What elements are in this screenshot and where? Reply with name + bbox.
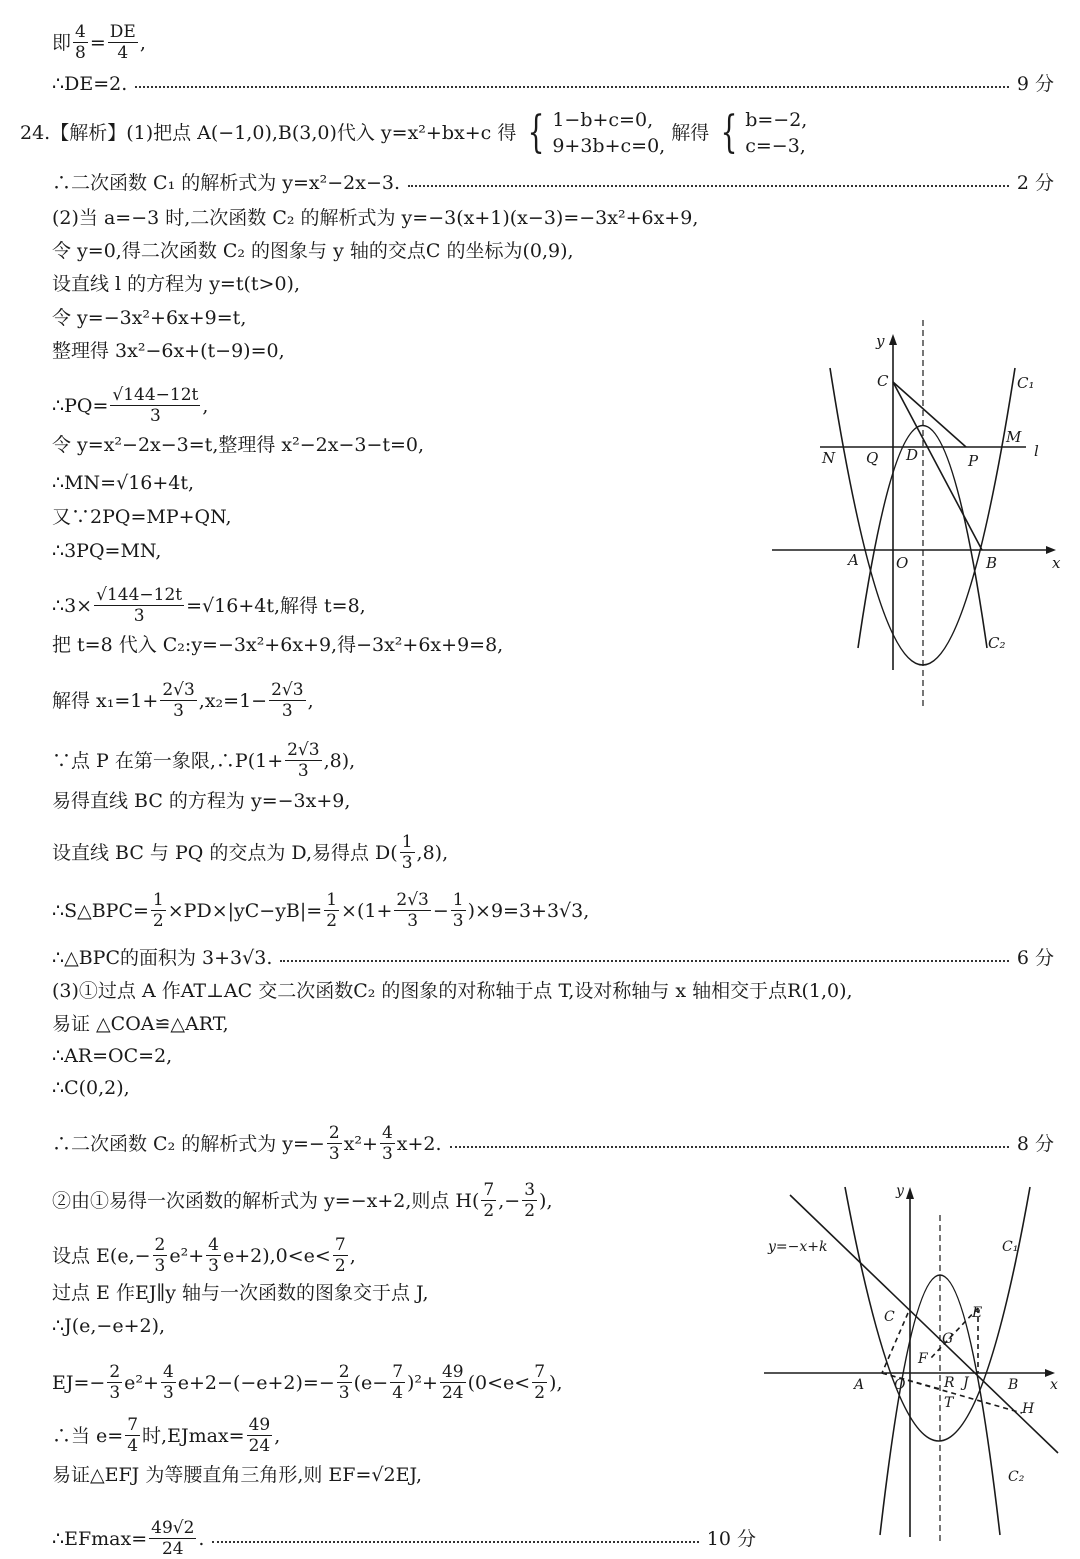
brace-icon: {: [720, 107, 738, 158]
line-text: e+2),0<e<: [222, 1244, 331, 1267]
line-text: 易得直线 BC 的方程为 y=−3x+9,: [52, 790, 351, 812]
denominator: 3: [381, 1144, 393, 1164]
line-text: ,: [202, 394, 209, 417]
fraction: [451, 890, 466, 931]
line-text: 令 y=−3x²+6x+9=t,: [52, 307, 247, 329]
denominator: 2: [524, 1201, 536, 1221]
leader-dots: [450, 1146, 1009, 1148]
line-text: e²+: [169, 1244, 205, 1267]
line-text: =√16+4t,解得 t=8,: [186, 594, 366, 617]
denominator: 3: [281, 701, 293, 721]
line-text: ,: [349, 1244, 356, 1267]
fig2-label-g: G: [942, 1331, 954, 1347]
fig2-label-x: x: [1050, 1377, 1058, 1393]
solution-line: [52, 585, 366, 626]
denominator: 4: [127, 1436, 139, 1456]
solution-line: [52, 1462, 422, 1488]
segment-at: [882, 1373, 940, 1389]
line-text: 整理得 3x²−6x+(t−9)=0,: [52, 340, 285, 362]
denominator: 2: [334, 1256, 346, 1276]
solution-line: [52, 1075, 130, 1101]
solution-line: [52, 1043, 172, 1069]
denominator: 24: [161, 1539, 184, 1559]
line-text: ,8),: [323, 749, 356, 772]
fraction: [337, 1362, 352, 1403]
solution-line: [52, 1123, 1054, 1164]
equation-row: 1−b+c=0,: [552, 109, 654, 131]
line-text: ),: [539, 1189, 553, 1212]
solution-line: [52, 740, 355, 781]
line-text: e²+: [124, 1371, 159, 1394]
fraction: [400, 832, 415, 873]
line-text: .: [198, 1527, 205, 1550]
denominator: 3: [452, 911, 464, 931]
equation-rows: [552, 107, 665, 159]
denominator: 8: [75, 43, 86, 63]
segment-ef: [930, 1308, 978, 1359]
fig2-label-c2: C₂: [1008, 1469, 1025, 1485]
fig2-label-c1: C₁: [1002, 1239, 1019, 1255]
denominator: 2: [326, 911, 338, 931]
fraction: [327, 1123, 342, 1164]
fraction: [380, 1123, 395, 1164]
numerator: 7: [392, 1362, 404, 1382]
denominator: 2: [534, 1383, 546, 1403]
solution-line: [52, 432, 424, 458]
solution-line: [52, 385, 208, 426]
brace-icon: {: [527, 107, 545, 158]
figure-2-graph: [760, 1175, 1070, 1547]
denominator: 4: [117, 43, 129, 63]
line-text: (0<e<: [467, 1371, 531, 1394]
line-text: ,8),: [416, 841, 449, 864]
line-text: −: [432, 899, 449, 922]
solution-line: [52, 1180, 552, 1221]
line-text: ∴AR=OC=2,: [52, 1045, 173, 1067]
equation-system: [715, 107, 807, 159]
fig1-label-l: l: [1034, 442, 1039, 460]
fig1-label-p: P: [968, 452, 979, 470]
denominator: 24: [441, 1383, 464, 1403]
fraction: [108, 22, 138, 63]
fig1-label-q: Q: [866, 449, 879, 467]
line-text: ∴二次函数 C₁ 的解析式为 y=x²−2x−3.: [52, 172, 401, 194]
line-text: ,: [307, 689, 314, 712]
x-arrow-icon: [1045, 1369, 1055, 1377]
solution-line: [52, 338, 285, 364]
equation-system: [522, 107, 665, 159]
numerator: 4: [162, 1362, 174, 1382]
numerator: 7: [127, 1415, 139, 1435]
fig2-label-c: C: [884, 1309, 895, 1325]
solution-line: [52, 1011, 229, 1037]
numerator: 2: [338, 1362, 350, 1382]
line-text: ×PD×|yC−yB|=: [167, 899, 323, 922]
fraction: [161, 1362, 176, 1403]
solution-line: [52, 305, 246, 331]
numerator: 4: [381, 1123, 393, 1143]
solution-line: [52, 832, 448, 873]
numerator: √144−12t: [96, 585, 183, 605]
fraction: [153, 1235, 168, 1276]
solution-line: [52, 470, 194, 496]
denominator: 3: [208, 1256, 219, 1276]
fig1-label-x: x: [1052, 554, 1061, 572]
numerator: 2√3: [162, 680, 195, 700]
fig1-label-c1: C₁: [1017, 374, 1035, 392]
denominator: 3: [338, 1383, 350, 1403]
leader-dots: [408, 185, 1009, 187]
fraction: [390, 1362, 405, 1403]
figure-1-graph: [760, 318, 1070, 708]
line-text: ②由①易得一次函数的解析式为 y=−x+2,则点 H(: [52, 1189, 480, 1212]
numerator: 1: [326, 890, 338, 910]
numerator: 49: [248, 1415, 271, 1435]
fraction: [160, 680, 196, 721]
solution-line: [52, 538, 161, 564]
numerator: 2: [109, 1362, 121, 1382]
solution-line: [52, 504, 232, 530]
fig2-label-j: J: [963, 1375, 969, 1391]
line-text: ∴3PQ=MN,: [52, 540, 162, 562]
fraction: [532, 1362, 547, 1403]
numerator: 2√3: [271, 680, 304, 700]
segment-cp: [893, 382, 966, 447]
line-text: 即: [52, 31, 72, 54]
line-text: 易证△EFJ 为等腰直角三角形,则 EF=√2EJ,: [52, 1464, 422, 1486]
fig1-label-n: N: [822, 449, 836, 467]
line-text: 时,EJmax=: [142, 1424, 245, 1447]
fraction: [269, 680, 305, 721]
numerator: 49√2: [151, 1518, 195, 1538]
denominator: 3: [154, 1256, 166, 1276]
line-text: e+2−(−e+2)=−: [177, 1371, 335, 1394]
numerator: 4: [75, 22, 86, 42]
fig1-label-a: A: [848, 551, 859, 569]
line-text: 设点 E(e,−: [52, 1244, 151, 1267]
denominator: 2: [483, 1201, 495, 1221]
solution-line: [52, 1235, 356, 1276]
line-text: ∴DE=2.: [52, 73, 128, 95]
denominator: 3: [297, 761, 309, 781]
fraction: [125, 1415, 140, 1456]
leader-dots: [212, 1541, 698, 1543]
y-arrow-icon: [906, 1187, 914, 1199]
line-text: ∴PQ=: [52, 394, 109, 417]
numerator: DE: [109, 22, 136, 42]
numerator: 7: [334, 1235, 346, 1255]
solution-line: [52, 238, 574, 264]
fraction: [394, 890, 430, 931]
line-text: ,: [139, 31, 146, 54]
fig2-label-h: H: [1022, 1401, 1035, 1417]
denominator: 3: [401, 853, 413, 873]
line-text: ∵点 P 在第一象限,∴P(1+: [52, 749, 284, 772]
line-text: 易证 △COA≌△ART,: [52, 1013, 229, 1035]
solution-line: [52, 788, 350, 814]
equation-row: b=−2,: [745, 109, 808, 131]
numerator: 3: [524, 1180, 536, 1200]
line-text: (e−: [353, 1371, 389, 1394]
line-text: 24.【解析】(1)把点 A(−1,0),B(3,0)代入 y=x²+bx+c 得: [20, 122, 517, 144]
fraction: [481, 1180, 496, 1221]
denominator: 24: [248, 1436, 271, 1456]
line-text: x+2.: [396, 1132, 442, 1155]
fig1-label-b: B: [986, 554, 998, 572]
fraction: [285, 740, 321, 781]
solution-line: [52, 1280, 429, 1306]
line-text: 令 y=0,得二次函数 C₂ 的图象与 y 轴的交点C 的坐标为(0,9),: [52, 240, 574, 262]
equation-row: c=−3,: [745, 135, 806, 157]
denominator: 3: [328, 1144, 340, 1164]
numerator: 2√3: [396, 890, 429, 910]
fig2-label-e: E: [972, 1305, 983, 1321]
leader-dots: [135, 86, 1009, 88]
fig2-label-r: R: [944, 1375, 955, 1391]
line-text: ∴J(e,−e+2),: [52, 1315, 166, 1337]
fraction: [247, 1415, 273, 1456]
numerator: 1: [152, 890, 164, 910]
line-text: ,−: [498, 1189, 521, 1212]
line-text: ,x₂=1−: [198, 689, 268, 712]
fig2-label-o: O: [894, 1377, 906, 1393]
numerator: 4: [208, 1235, 219, 1255]
solution-line: [52, 1313, 165, 1339]
fraction: [107, 1362, 122, 1403]
fig2-label-y: y: [896, 1183, 904, 1199]
solution-line: [52, 890, 589, 931]
score-label: 9 分: [1016, 73, 1054, 95]
line-text: ∴3×: [52, 594, 93, 617]
solution-line: [52, 205, 698, 231]
line-text: ∴当 e=: [52, 1424, 124, 1447]
fraction: [440, 1362, 466, 1403]
denominator: 3: [149, 406, 161, 426]
solution-line: [20, 107, 813, 159]
line-text: ∴△BPC的面积为 3+3√3.: [52, 947, 273, 969]
fig1-label-d: D: [906, 446, 919, 464]
line-text: ∴S△BPC=: [52, 899, 149, 922]
line-text: (3)①过点 A 作AT⊥AC 交二次函数C₂ 的图象的对称轴于点 T,设对称轴与 x 轴相交于点R(1,0),: [52, 980, 853, 1002]
solution-line: [52, 632, 503, 658]
fraction: [94, 585, 184, 626]
line-text: )²+: [407, 1371, 438, 1394]
fraction: [333, 1235, 348, 1276]
line-text: 解得 x₁=1+: [52, 689, 159, 712]
numerator: 1: [401, 832, 413, 852]
line-text: 过点 E 作EJ∥y 轴与一次函数的图象交于点 J,: [52, 1282, 429, 1304]
numerator: 2: [328, 1123, 340, 1143]
fig2-label-a: A: [854, 1377, 865, 1393]
numerator: 7: [483, 1180, 495, 1200]
numerator: 49: [441, 1362, 464, 1382]
y-arrow-icon: [889, 334, 897, 345]
fig1-label-m: M: [1006, 428, 1022, 446]
solution-line: [52, 71, 1054, 97]
solution-line: [52, 1415, 280, 1456]
fraction: [522, 1180, 537, 1221]
score-label: 10 分: [706, 1527, 756, 1550]
line-text: ×(1+: [341, 899, 393, 922]
denominator: 3: [109, 1383, 121, 1403]
denominator: 3: [133, 606, 145, 626]
fraction: [151, 890, 166, 931]
denominator: 2: [152, 911, 164, 931]
fraction: [206, 1235, 221, 1276]
solution-line: [52, 978, 853, 1004]
solution-line: [52, 945, 1054, 971]
leader-dots: [280, 960, 1009, 962]
line-y-neg-x-k: [790, 1195, 1058, 1453]
fig2-label-t: T: [944, 1395, 954, 1411]
fraction: [324, 890, 339, 931]
equation-row: 9+3b+c=0,: [552, 135, 666, 157]
solution-line: [52, 170, 1054, 196]
line-text: ∴MN=√16+4t,: [52, 472, 195, 494]
line-text: x²+: [343, 1132, 378, 1155]
fig1-label-o: O: [896, 554, 909, 572]
line-text: 把 t=8 代入 C₂:y=−3x²+6x+9,得−3x²+6x+9=8,: [52, 634, 504, 656]
equation-rows: [745, 107, 807, 159]
solution-line: [52, 22, 146, 63]
line-text: EJ=−: [52, 1371, 106, 1394]
line-text: ∴二次函数 C₂ 的解析式为 y=−: [52, 1132, 325, 1155]
numerator: √144−12t: [112, 385, 199, 405]
line-text: 又∵2PQ=MP+QN,: [52, 506, 232, 528]
fig1-label-c: C: [877, 372, 889, 390]
numerator: 7: [534, 1362, 546, 1382]
solution-line: [52, 271, 300, 297]
line-text: (2)当 a=−3 时,二次函数 C₂ 的解析式为 y=−3(x+1)(x−3)=−3x²+6x+9,: [52, 207, 699, 229]
fig1-label-c2: C₂: [988, 634, 1006, 652]
denominator: 4: [392, 1383, 404, 1403]
fig2-label-line: y=−x+k: [768, 1239, 828, 1255]
line-text: )×9=3+3√3,: [467, 899, 590, 922]
score-label: 6 分: [1016, 947, 1054, 969]
fig1-label-y: y: [876, 332, 885, 350]
solution-line: [52, 680, 314, 721]
line-text: ,: [274, 1424, 281, 1447]
fig2-label-b: B: [1008, 1377, 1019, 1393]
line-text: 设直线 BC 与 PQ 的交点为 D,易得点 D(: [52, 841, 398, 864]
denominator: 3: [162, 1383, 174, 1403]
numerator: 2: [154, 1235, 166, 1255]
fig2-label-f: F: [918, 1351, 928, 1367]
fraction: [110, 385, 200, 426]
line-text: ∴C(0,2),: [52, 1077, 130, 1099]
line-text: ∴EFmax=: [52, 1527, 148, 1550]
denominator: 3: [173, 701, 184, 721]
numerator: 2√3: [287, 740, 320, 760]
line-text: 设直线 l 的方程为 y=t(t>0),: [52, 273, 300, 295]
line-text: ),: [549, 1371, 563, 1394]
curve-c1: [845, 1187, 1030, 1441]
line-text: 令 y=x²−2x−3=t,整理得 x²−2x−3−t=0,: [52, 434, 425, 456]
denominator: 3: [407, 911, 419, 931]
numerator: 1: [452, 890, 464, 910]
solution-line: [52, 1518, 756, 1559]
x-arrow-icon: [1046, 546, 1056, 554]
line-text: =: [89, 31, 106, 54]
line-text: 解得: [671, 122, 710, 144]
score-label: 2 分: [1016, 172, 1054, 194]
fraction: [73, 22, 88, 63]
fraction: [149, 1518, 196, 1559]
score-label: 8 分: [1016, 1132, 1054, 1155]
solution-line: [52, 1362, 562, 1403]
